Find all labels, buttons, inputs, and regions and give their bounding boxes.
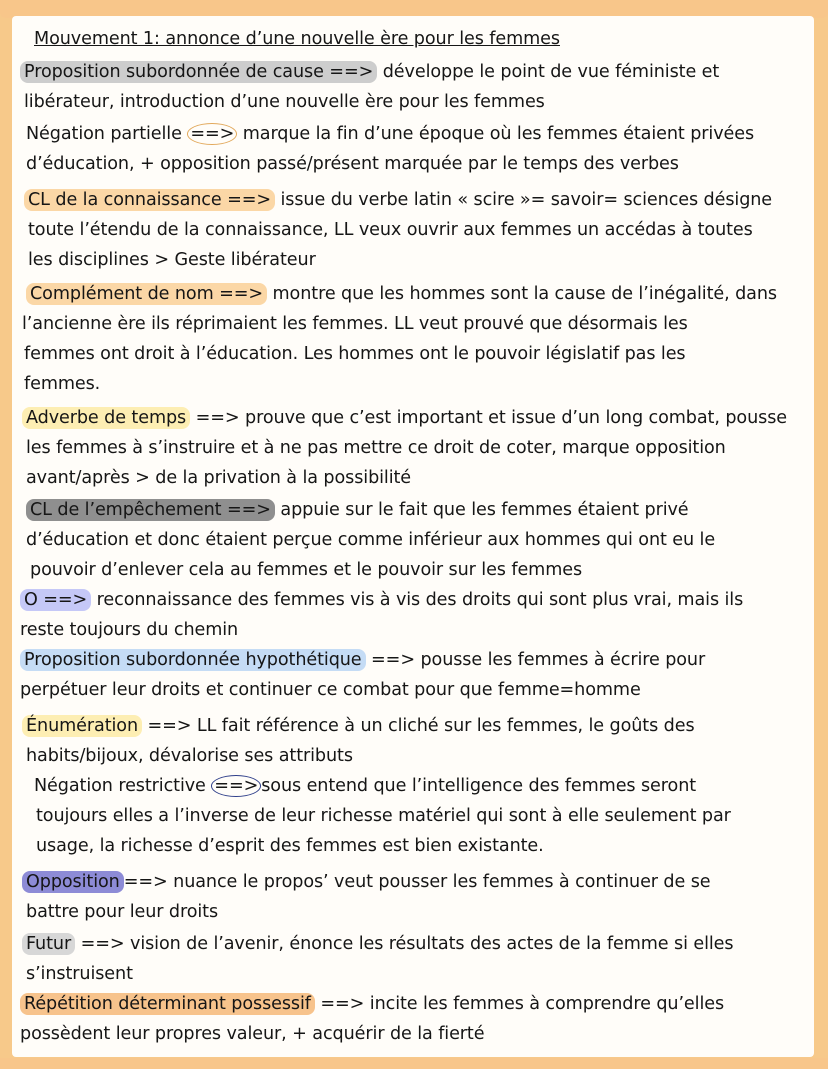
section-opposition: [22, 867, 810, 927]
circled-arrow: ==>: [187, 123, 237, 145]
highlight-label: CL de la connaissance ==>: [24, 189, 275, 211]
section-subordonnee-hypothetique: [20, 645, 810, 705]
highlight-label: Répétition déterminant possessif: [20, 993, 315, 1015]
highlight-label: Négation partielle: [26, 124, 182, 144]
section-text: pousse les femmes à écrire pour: [414, 650, 706, 670]
section-text: reste toujours du chemin: [20, 620, 239, 640]
section-cl-connaissance: [24, 185, 810, 275]
section-text: d’éducation, + opposition passé/présent marquée par le temps des verbes: [26, 154, 679, 174]
arrow: ==>: [75, 934, 125, 954]
section-negation-partielle: [26, 119, 810, 179]
arrow: ==>: [190, 408, 240, 428]
section-text: incite les femmes à comprendre qu’elles: [364, 994, 725, 1014]
section-text: perpétuer leur droits et continuer ce combat pour que femme=homme: [20, 680, 641, 700]
note-content: [20, 24, 810, 1049]
section-negation-restrictive: [34, 771, 810, 861]
section-futur: [22, 929, 810, 989]
highlight-label: Complément de nom ==>: [26, 283, 267, 305]
section-text: vision de l’avenir, énonce les résultats des actes de la femme si elles: [124, 934, 734, 954]
highlight-label: Proposition subordonnée hypothétique: [20, 649, 366, 671]
highlight-label: O ==>: [20, 589, 91, 611]
section-text: nuance le propos’ veut pousser les femmes à continuer de se: [167, 872, 711, 892]
section-text: d’éducation et donc étaient perçue comme inférieur aux hommes qui ont eu le: [26, 530, 716, 550]
section-text: prouve que c’est important et issue d’un long combat, pousse: [239, 408, 787, 428]
highlight-label: Proposition subordonnée de cause ==>: [20, 61, 377, 83]
section-text: LL fait référence à un cliché sur les femmes, le goûts des: [191, 716, 695, 736]
section-o: [20, 585, 810, 645]
circled-arrow: ==>: [211, 775, 261, 797]
section-text: toute l’étendu de la connaissance, LL veux ouvrir aux femmes un accédas à toutes: [28, 220, 753, 240]
section-text: montre que les hommes sont la cause de l’inégalité, dans: [267, 284, 777, 304]
highlight-label: Négation restrictive: [34, 776, 206, 796]
section-text: développe le point de vue féministe et: [377, 62, 720, 82]
section-enumeration: [22, 711, 810, 771]
section-text: les disciplines > Geste libérateur: [28, 250, 316, 270]
section-text: femmes ont droit à l’éducation. Les hommes ont le pouvoir législatif pas les: [24, 344, 686, 364]
section-text: s’instruisent: [26, 964, 133, 984]
section-text: toujours elles a l’inverse de leur richesse matériel qui sont à elle seulement par: [36, 806, 731, 826]
section-text: libérateur, introduction d’une nouvelle ère pour les femmes: [24, 92, 545, 112]
section-subordonnee-cause: [20, 57, 810, 117]
section-text: battre pour leur droits: [26, 902, 219, 922]
highlight-label: Adverbe de temps: [22, 407, 190, 429]
section-text: reconnaissance des femmes vis à vis des droits qui sont plus vrai, mais ils: [91, 590, 744, 610]
arrow: ==>: [314, 994, 365, 1014]
section-text: usage, la richesse d’esprit des femmes est bien existante.: [36, 836, 544, 856]
section-complement-nom: [22, 279, 810, 399]
section-text: habits/bijoux, dévalorise ses attributs: [26, 746, 353, 766]
section-text: issue du verbe latin « scire »= savoir= sciences désigne: [275, 190, 773, 210]
arrow: ==>: [365, 650, 415, 670]
section-text: possèdent leur propres valeur, + acquérir de la fierté: [20, 1024, 485, 1044]
section-text: appuie sur le fait que les femmes étaient privé: [274, 500, 689, 520]
bottom-border: [0, 1058, 828, 1069]
page-title: Mouvement 1: annonce d’une nouvelle ère pour les femmes: [34, 29, 560, 49]
arrow: ==>: [123, 872, 168, 892]
highlight-label: Futur: [22, 933, 75, 955]
section-text: avant/après > de la privation à la possibilité: [26, 468, 412, 488]
highlight-label: Énumération: [22, 715, 142, 737]
section-repetition: [20, 989, 810, 1049]
section-adverbe-temps: [22, 403, 810, 493]
section-text: pouvoir d’enlever cela au femmes et le pouvoir sur les femmes: [30, 560, 583, 580]
highlight-label: Opposition: [22, 871, 124, 893]
section-text: les femmes à s’instruire et à ne pas mettre ce droit de coter, marque opposition: [26, 438, 726, 458]
section-cl-empechement: [26, 495, 810, 585]
section-text: marque la fin d’une époque où les femmes étaient privées: [237, 124, 755, 144]
note-page: [12, 16, 814, 1057]
section-text: sous entend que l’intelligence des femmes seront: [261, 776, 697, 796]
highlight-label: CL de l’empêchement ==>: [26, 499, 275, 521]
arrow: ==>: [142, 716, 192, 736]
section-text: l’ancienne ère ils réprimaient les femmes. LL veut prouvé que désormais les: [22, 314, 688, 334]
section-text: femmes.: [24, 374, 101, 394]
